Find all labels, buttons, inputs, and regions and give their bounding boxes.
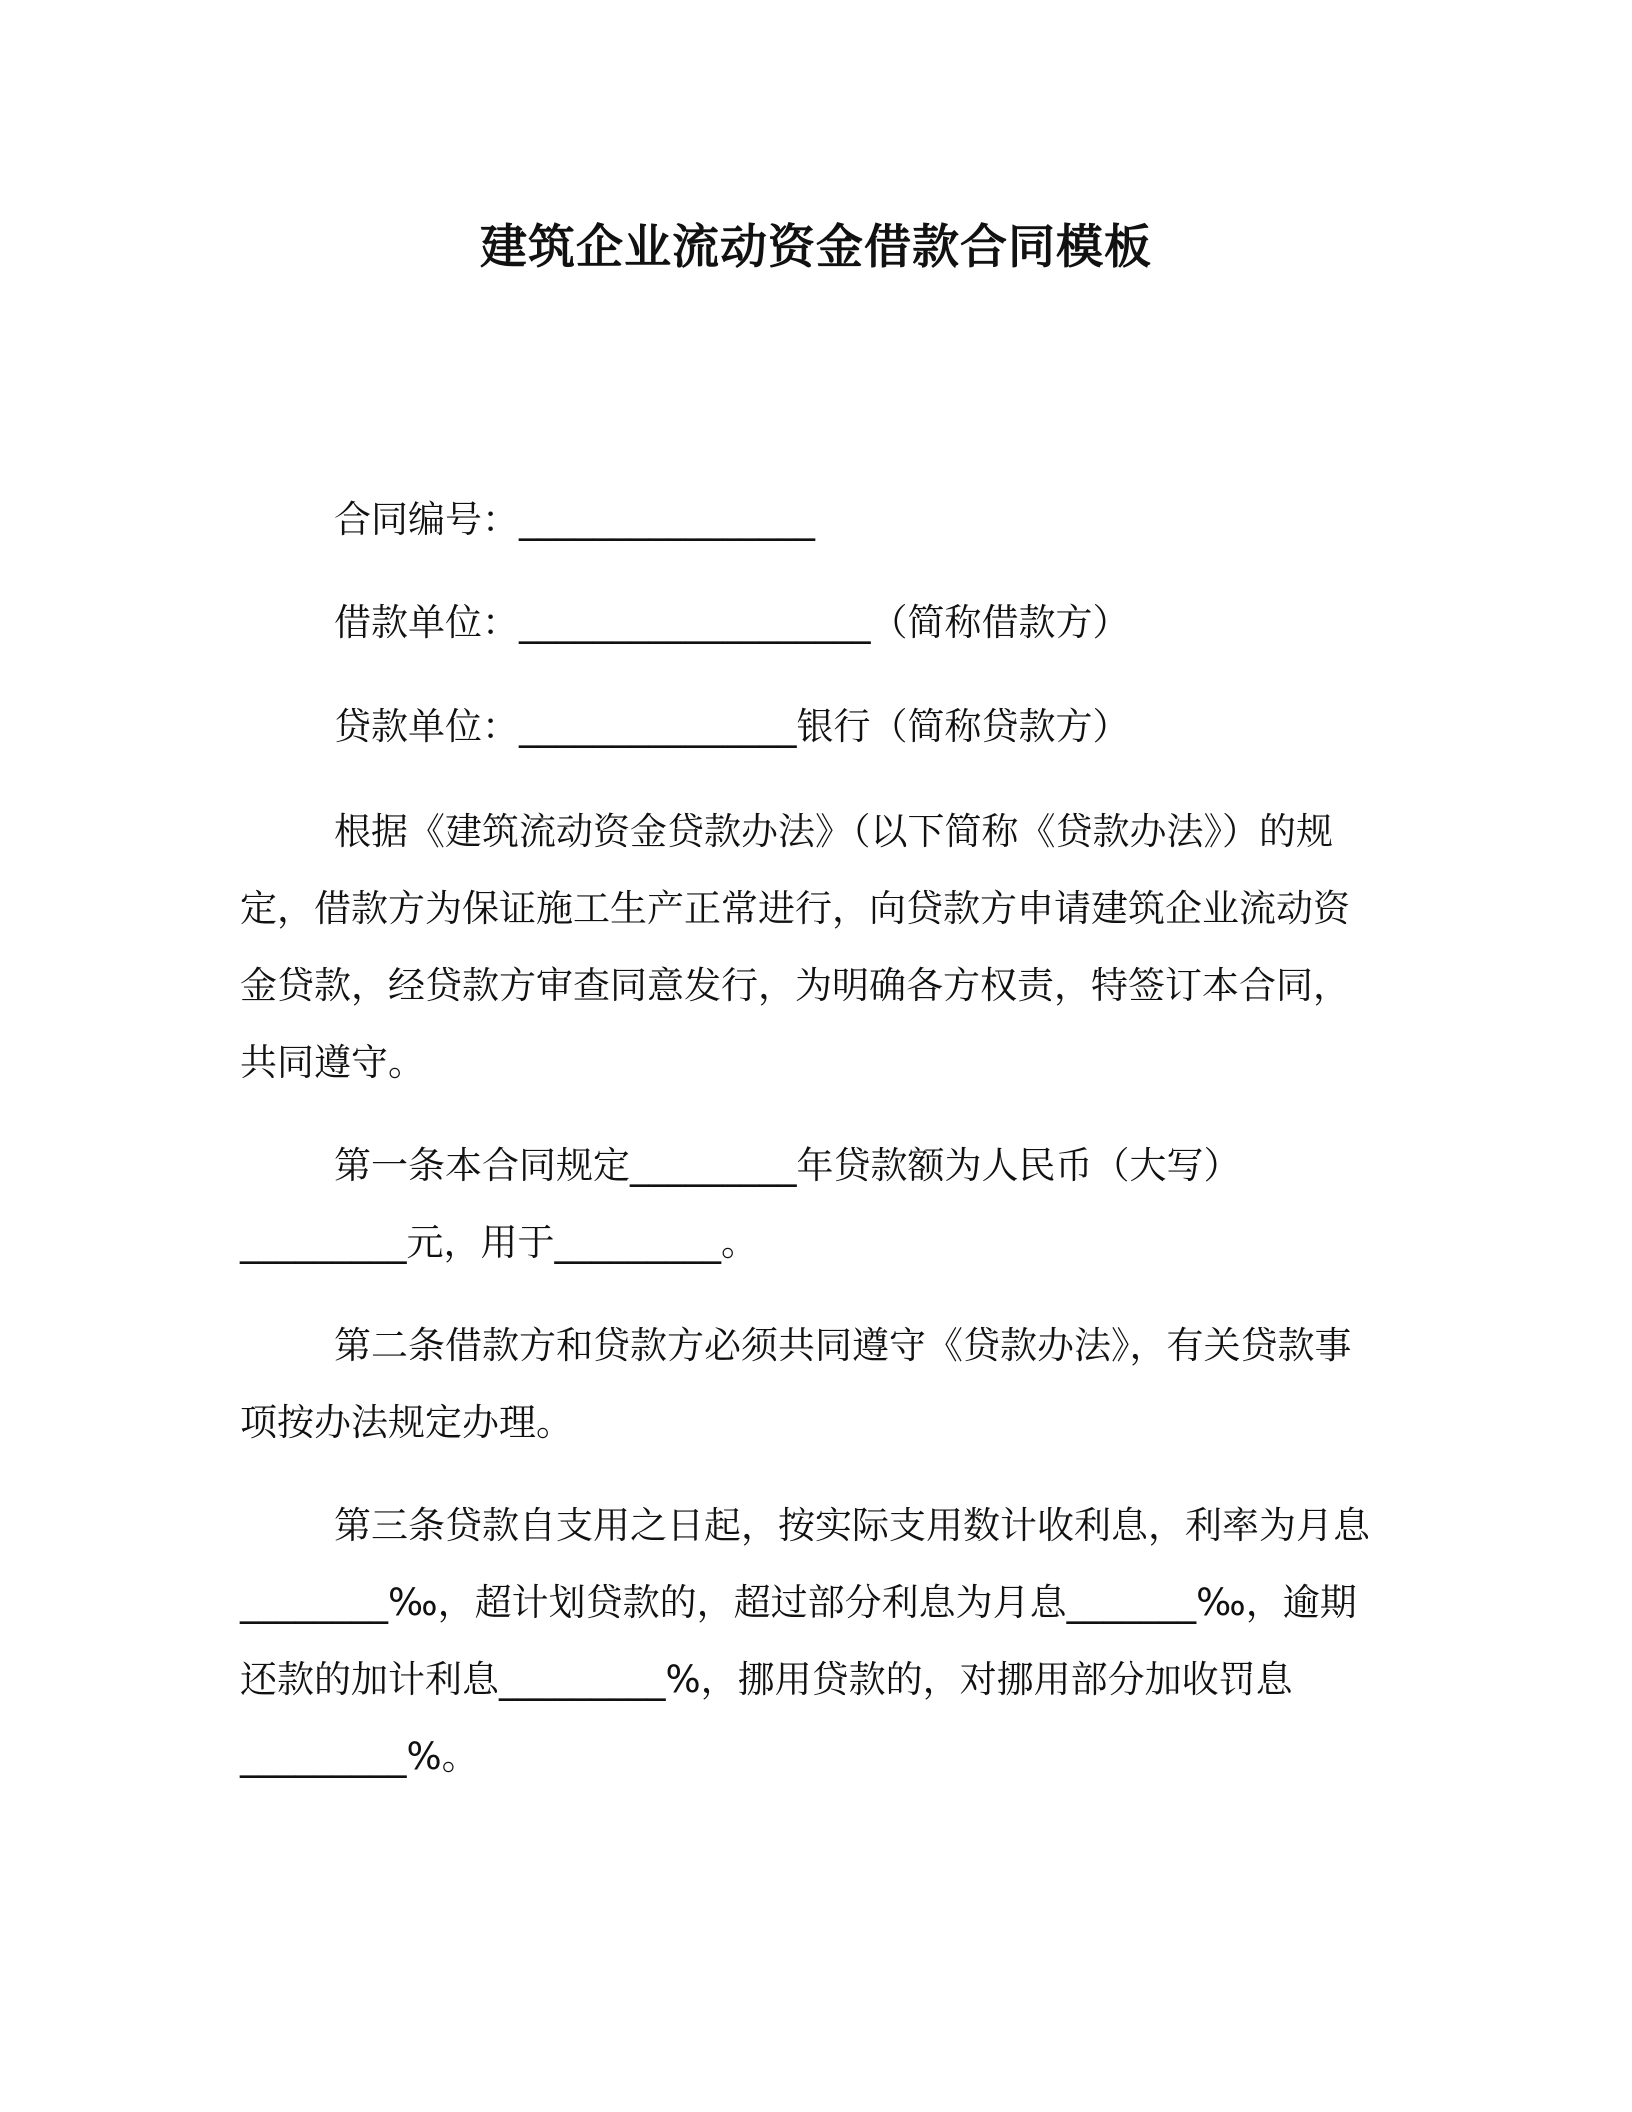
lender-field: 贷款单位：_______________银行（简称贷款方） (334, 705, 1130, 748)
article-1-line: 第一条本合同规定_________年贷款额为人民币（大写） (334, 1144, 1241, 1187)
article-3-line: ________‰，超计划贷款的，超过部分利息为月息_______‰，逾期 (240, 1581, 1357, 1624)
article-3-paragraph (240, 1487, 1380, 1795)
article-2-paragraph (240, 1307, 1380, 1461)
contract-number-field: 合同编号：________________ (334, 498, 815, 541)
document-title: 建筑企业流动资金借款合同模板 (480, 220, 1152, 275)
borrower-field: 借款单位：___________________（简称借款方） (334, 601, 1130, 644)
article-3-line: _________%。 (240, 1735, 479, 1778)
preamble-line: 定，借款方为保证施工生产正常进行，向贷款方申请建筑企业流动资 (240, 887, 1350, 930)
preamble-line: 金贷款，经贷款方审查同意发行，为明确各方权责，特签订本合同， (240, 964, 1350, 1007)
article-3-line: 第三条贷款自支用之日起，按实际支用数计收利息，利率为月息 (334, 1504, 1370, 1547)
article-2-line: 项按办法规定办理。 (240, 1401, 573, 1444)
article-1-paragraph (240, 1127, 1380, 1281)
preamble-line: 共同遵守。 (240, 1041, 425, 1084)
article-2-line: 第二条借款方和贷款方必须共同遵守《贷款办法》，有关贷款事 (334, 1324, 1352, 1367)
preamble-line: 根据《建筑流动资金贷款办法》（以下简称《贷款办法》）的规 (334, 810, 1333, 853)
preamble-paragraph (240, 793, 1380, 1101)
article-3-line: 还款的加计利息_________%，挪用贷款的，对挪用部分加收罚息 (240, 1658, 1293, 1701)
article-1-line: _________元，用于_________。 (240, 1221, 758, 1264)
